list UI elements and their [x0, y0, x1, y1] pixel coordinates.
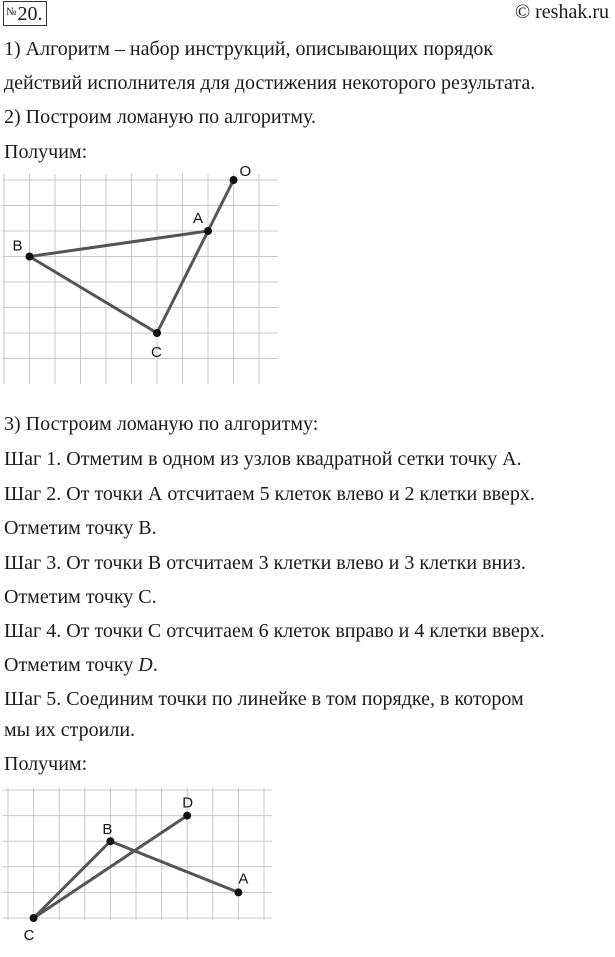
step-2: Шаг 2. От точки А отсчитаем 5 клеток влево и 2 клетки вверх. — [4, 483, 535, 505]
diagram-2 — [0, 785, 290, 955]
step-4-mark-suffix: . — [152, 654, 158, 676]
step-1: Шаг 1. Отметим в одном из узлов квадратной сетки точку А. — [4, 448, 522, 470]
point-B — [106, 837, 114, 845]
grid — [2, 787, 272, 920]
point-B — [26, 253, 34, 261]
grid — [2, 174, 278, 384]
result-label-1: Получим: — [4, 141, 88, 163]
step-4-mark — [4, 653, 158, 677]
point-D — [183, 812, 191, 820]
number-sign: № — [6, 6, 17, 18]
step-2-mark: Отметим точку В. — [4, 517, 157, 539]
number-value: 20. — [17, 3, 43, 25]
paragraph-1-line-1: 1) Алгоритм – набор инструкций, описывающих порядок — [4, 38, 494, 60]
segment-BA — [30, 231, 209, 257]
step-4: Шаг 4. От точки С отсчитаем 6 клеток вправо и 4 клетки вверх. — [4, 620, 545, 642]
copyright: © reshak.ru — [514, 1, 609, 23]
label-O: O — [239, 163, 252, 180]
paragraph-2: 2) Построим ломаную по алгоритму. — [4, 106, 317, 128]
paragraph-3: 3) Построим ломаную по алгоритму: — [4, 413, 319, 435]
point-C — [153, 329, 161, 337]
step-3: Шаг 3. От точки В отсчитаем 3 клетки влево и 3 клетки вниз. — [4, 552, 526, 574]
label-C: C — [151, 344, 162, 361]
point-A — [204, 227, 212, 235]
label-B: B — [102, 821, 113, 839]
step-5: Шаг 5. Соединим точки по линейке в том порядке, в котором — [4, 688, 524, 710]
paragraph-1-line-2: действий исполнителя для достижения некоторого результата. — [4, 72, 536, 94]
label-C: C — [23, 927, 35, 944]
segment-BC — [34, 841, 111, 918]
result-label-2: Получим: — [4, 753, 88, 775]
label-B: B — [12, 237, 23, 255]
point-O — [230, 176, 238, 184]
point-C — [30, 914, 38, 922]
point-A — [234, 888, 242, 896]
label-A: A — [193, 210, 204, 227]
label-A: A — [238, 870, 249, 888]
label-D: D — [182, 794, 194, 812]
step-4-mark-point: D — [138, 654, 153, 676]
segment-BC — [30, 257, 158, 334]
exercise-number — [3, 1, 47, 26]
step-3-mark: Отметим точку С. — [4, 586, 157, 608]
diagram-1 — [0, 163, 290, 392]
step-4-mark-prefix: Отметим точку — [4, 654, 139, 676]
step-5-cont: мы их строили. — [4, 719, 136, 741]
